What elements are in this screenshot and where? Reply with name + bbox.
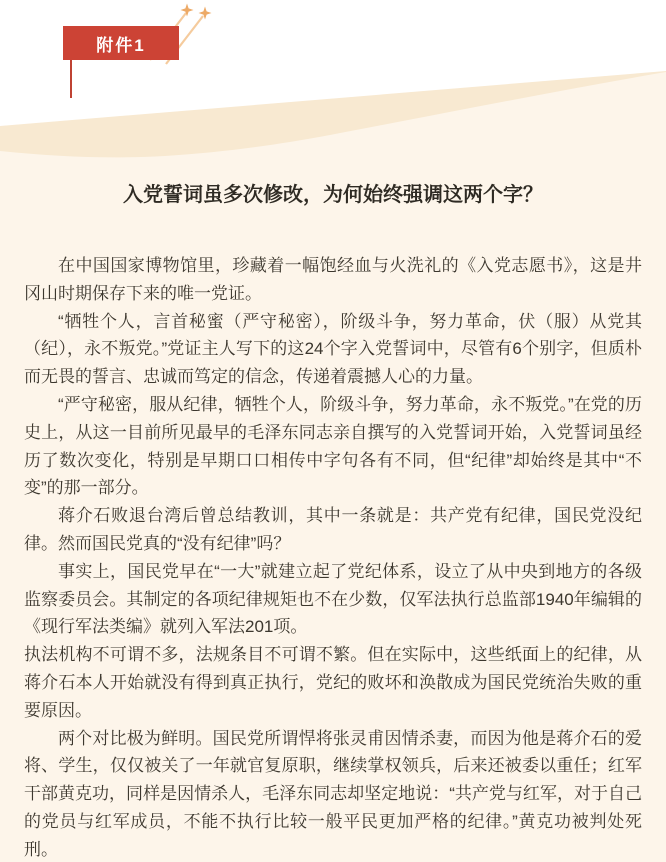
wave-decoration — [0, 60, 666, 180]
article-paragraphs — [24, 252, 642, 862]
article-paragraph: “严守秘密，服从纪律，牺牲个人，阶级斗争，努力革命，永不叛党。”在党的历史上，从这一目前所见最早的毛泽东同志亲自撰写的入党誓词开始，入党誓词虽经历了数次变化，特别是早期口口相传中字句各有不同，但“纪律”却始终是其中“不变”的那一部分。 — [24, 394, 642, 498]
article-paragraph: “牺牲个人，言首秘蜜（严守秘密），阶级斗争，努力革命，伏（服）从党其（纪），永不叛党。”党证主人写下的这24个字入党誓词中，尽管有6个别字，但质朴而无畏的誓言、忠诚而笃定的信念，传递着震撼人心的力量。 — [24, 311, 642, 387]
article-title: 入党誓词虽多次修改，为何始终强调这两个字？ — [123, 184, 543, 206]
badge-stem-line — [70, 60, 72, 98]
article-paragraph: 蒋介石败退台湾后曾总结教训，其中一条就是：共产党有纪律，国民党没纪律。然而国民党真的“没有纪律”吗？ — [24, 506, 642, 553]
article-paragraph: 执法机构不可谓不多，法规条目不可谓不繁。但在实际中，这些纸面上的纪律，从蒋介石本人开始就没有得到真正执行，党纪的败坏和涣散成为国民党统治失败的重要原因。 — [24, 645, 642, 720]
attachment-badge-label: 附件1 — [96, 35, 146, 55]
article-paragraph: 两个对比极为鲜明。国民党所谓悍将张灵甫因情杀妻，而因为他是蒋介石的爱将、学生，仅仅被关了一年就官复原职，继续掌权领兵，后来还被委以重任；红军干部黄克功，同样是因情杀人，毛泽东同志却坚定地说：“共产党与红军，对于自己的党员与红军成员，不能不执行比较一般平民更加严格的纪律。”黄克功被判处死刑。 — [24, 728, 642, 859]
attachment-badge — [63, 26, 179, 60]
article-body — [24, 182, 642, 862]
article-paragraph: 在中国国家博物馆里，珍藏着一幅饱经血与火洗礼的《入党志愿书》，这是井冈山时期保存下来的唯一党证。 — [24, 256, 642, 303]
article-paragraph: 事实上，国民党早在“一大”就建立起了党纪体系，设立了从中央到地方的各级监察委员会。其制定的各项纪律规矩也不在少数，仅军法执行总监部1940年编辑的《现行军法类编》就列入军法201项。 — [24, 561, 642, 637]
